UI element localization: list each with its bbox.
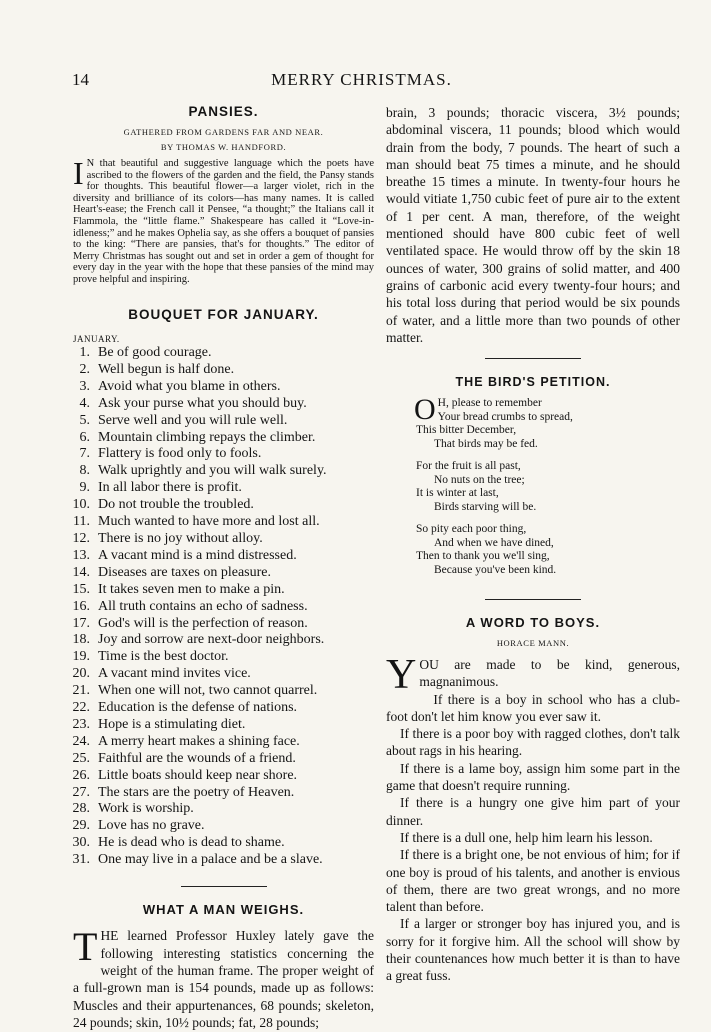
- list-item: [66, 480, 374, 497]
- bouquet-title: BOUQUET FOR JANUARY.: [128, 307, 319, 322]
- weighs-title: WHAT A MAN WEIGHS.: [142, 902, 305, 918]
- list-item-number: 6.: [79, 429, 90, 445]
- paragraph: If there is a poor boy with ragged clothes, don't talk about rags in his hearing.: [386, 726, 680, 759]
- list-item-number: 18.: [72, 632, 90, 648]
- poem-line-text: No nuts on the tree;: [434, 473, 525, 486]
- paragraph: If there is a dull one, help him learn his lesson.: [400, 829, 653, 845]
- poem-line-text: This bitter December,: [416, 424, 517, 436]
- poem-stanza: [416, 523, 680, 577]
- list-item: [66, 768, 374, 785]
- petition-dropcap: O: [414, 393, 436, 426]
- boys-byline: HORACE MANN.: [496, 638, 570, 648]
- poem-line: [416, 411, 680, 425]
- petition-poem: [414, 393, 680, 577]
- list-item-text: Be of good courage.: [98, 345, 212, 360]
- poem-line: [416, 487, 680, 501]
- list-item-number: 16.: [72, 598, 90, 614]
- boys-first-paragraph: [386, 652, 680, 698]
- list-item-text: Little boats should keep near shore.: [98, 767, 298, 783]
- list-item: [66, 666, 374, 683]
- pansies-text: N that beautiful and suggestive language which the poets have ascribed to the flowers of the garden and the field, the Pansy stands for thoughts. This beautiful flower—a larger violet, rich in the diversity and brilliance of its colors—has many names. It is called Heart's-ease; the French call it Pensee, “a thought;” the Italians call it Flammola, the “little flame.” Shakespeare has called it “Love-in-idleness;” and he makes Ophelia say, as she offers a bouquet of pansies to the king: “There are pansies, that's for thoughts.” The editor of Merry Christmas has sought out and set in order a gem of thought for every day in the year with the hope that these pansies of the mind may prove helpful and inspiring.: [73, 158, 374, 285]
- list-item: [66, 649, 374, 666]
- list-item-text: Education is the defense of nations.: [98, 700, 298, 716]
- poem-line-text: And when we have dined,: [434, 536, 554, 549]
- list-item-number: 10.: [72, 497, 90, 513]
- list-item: [66, 599, 374, 616]
- bouquet-article: [73, 307, 374, 869]
- boys-first-text: OU are made to be kind, generous, magnanimous.: [419, 657, 680, 690]
- list-item-number: 31.: [72, 852, 90, 868]
- list-item: [66, 785, 374, 802]
- list-item-number: 20.: [72, 666, 90, 682]
- list-item: [66, 430, 374, 447]
- pansies-byline: BY THOMAS W. HANDFORD.: [160, 142, 287, 152]
- petition-title: THE BIRD'S PETITION.: [455, 375, 611, 389]
- list-item: [66, 632, 374, 649]
- list-item-number: 15.: [72, 581, 90, 597]
- list-item: [66, 362, 374, 379]
- pansies-body: [73, 155, 374, 298]
- list-item-number: 22.: [72, 700, 90, 716]
- section-divider: [181, 886, 267, 887]
- list-item-number: 19.: [72, 649, 90, 665]
- list-item: [66, 463, 374, 480]
- list-item-text: Avoid what you blame in others.: [98, 378, 281, 394]
- list-item-text: There is no joy without alloy.: [98, 530, 263, 546]
- list-item-number: 23.: [72, 716, 90, 732]
- list-item-number: 30.: [72, 835, 90, 851]
- poem-line-text: Because you've been kind.: [434, 563, 557, 576]
- list-item-number: 7.: [79, 446, 90, 462]
- list-item-number: 28.: [72, 801, 90, 817]
- list-item-text: Diseases are taxes on pleasure.: [98, 564, 271, 580]
- list-item-number: 11.: [73, 514, 90, 530]
- list-item-text: Well begun is half done.: [98, 361, 235, 377]
- list-item: [66, 396, 374, 413]
- list-item-text: Walk uprightly and you will walk surely.: [98, 463, 327, 479]
- boys-article: [386, 615, 680, 984]
- list-item-text: Much wanted to have more and lost all.: [98, 514, 320, 530]
- poem-stanza: [416, 460, 680, 514]
- poem-line-text: Your bread crumbs to spread,: [437, 410, 573, 423]
- list-item-number: 2.: [79, 361, 90, 377]
- list-item: [66, 497, 374, 514]
- boys-body: [386, 652, 680, 984]
- poem-line: [416, 550, 680, 564]
- list-item-number: 29.: [72, 818, 90, 834]
- pansies-title: PANSIES.: [188, 104, 259, 119]
- list-item: [66, 717, 374, 734]
- list-item-text: Flattery is food only to fools.: [98, 446, 262, 462]
- poem-line-text: Then to thank you we'll sing,: [416, 550, 550, 562]
- list-item-text: God's will is the perfection of reason.: [98, 615, 308, 631]
- list-item-number: 12.: [72, 530, 90, 546]
- section-divider: [485, 358, 581, 359]
- list-item-number: 13.: [72, 547, 90, 563]
- list-item-number: 5.: [79, 412, 90, 428]
- list-item: [66, 835, 374, 852]
- list-item-number: 27.: [72, 784, 90, 800]
- list-item: [66, 531, 374, 548]
- list-item-text: Ask your purse what you should buy.: [98, 395, 307, 411]
- list-item: [66, 818, 374, 835]
- list-item-number: 14.: [72, 564, 90, 580]
- list-item-number: 9.: [79, 480, 90, 496]
- list-item: [66, 379, 374, 396]
- section-divider: [485, 599, 581, 600]
- list-item: [66, 852, 374, 869]
- petition-article: [386, 375, 680, 577]
- list-item-text: He is dead who is dead to shame.: [98, 835, 285, 851]
- list-item: [66, 446, 374, 463]
- paragraph: If there is a lame boy, assign him some part in the game that doesn't require running.: [386, 760, 680, 794]
- list-item: [66, 565, 374, 582]
- weighs-body-right: brain, 3 pounds; thoracic viscera, 3½ pounds; abdominal viscera, 11 pounds; blood which would drain from the body, 7 pounds. The heart of such a man should beat 75 times a minute, and he should breathe 15 times a minute. In twenty-four hours he would vitiate 1,750 cubic feet of pure air to the extent of 1 per cent. A man, therefore, of the weight mentioned should have 800 cubic feet of well ventilated space. He would throw off by the skin 18 ounces of water, 300 grains of solid matter, and 400 grains of carbonic acid every twenty-four hours; and his total loss during that period would be six pounds of water, and a little more than two pounds of other matter.: [386, 105, 680, 345]
- list-item: [66, 514, 374, 531]
- right-column: [386, 104, 680, 984]
- list-item-text: One may live in a palace and be a slave.: [98, 852, 323, 868]
- list-item-text: Faithful are the wounds of a friend.: [98, 750, 296, 766]
- list-item-text: Do not trouble the troubled.: [98, 497, 254, 513]
- list-item-number: 8.: [79, 463, 90, 479]
- list-item-number: 24.: [72, 733, 90, 749]
- list-item: [66, 751, 374, 768]
- list-item-number: 25.: [72, 750, 90, 766]
- pansies-subtitle: GATHERED FROM GARDENS FAR AND NEAR.: [123, 127, 324, 137]
- poem-line: [416, 537, 680, 551]
- list-item-text: Hope is a stimulating diet.: [98, 716, 246, 732]
- list-item: [66, 734, 374, 751]
- weighs-dropcap: T: [73, 924, 98, 970]
- boys-title: A WORD TO BOYS.: [465, 615, 601, 630]
- poem-line: [416, 474, 680, 488]
- list-item-text: Love has no grave.: [98, 818, 205, 834]
- bouquet-month-label: JANUARY.: [73, 334, 120, 344]
- list-item-number: 1.: [79, 345, 90, 360]
- poem-line-text: H, please to remember: [437, 397, 542, 409]
- running-title: MERRY CHRISTMAS.: [271, 70, 452, 89]
- list-item-number: 3.: [79, 378, 90, 394]
- pansies-article: [73, 104, 374, 298]
- list-item: [66, 345, 374, 362]
- pansies-dropcap: I: [73, 155, 84, 191]
- list-item-text: Serve well and you will rule well.: [98, 412, 288, 428]
- paragraph: If there is a hungry one give him part of your dinner.: [386, 795, 680, 828]
- list-item: [66, 616, 374, 633]
- weighs-article: [73, 902, 374, 1032]
- list-item: [66, 582, 374, 599]
- list-item: [66, 700, 374, 717]
- poem-line-text: That birds may be fed.: [434, 437, 538, 450]
- list-item-number: 17.: [72, 615, 90, 631]
- list-item-text: A vacant mind invites vice.: [98, 666, 251, 682]
- paragraph: If a larger or stronger boy has injured you, and is sorry for it forgive him. All the school will show by their countenances how much better it is than to have a great fuss.: [386, 916, 680, 984]
- poem-line: [416, 460, 680, 474]
- bouquet-list: [66, 345, 374, 869]
- list-item-text: When one will not, two cannot quarrel.: [98, 683, 318, 699]
- list-item-text: It takes seven men to make a pin.: [98, 581, 285, 597]
- list-item-text: A vacant mind is a mind distressed.: [98, 547, 297, 563]
- poem-line-text: For the fruit is all past,: [416, 460, 521, 472]
- boys-dropcap: Y: [386, 652, 417, 698]
- poem-line: [416, 438, 680, 452]
- list-item-text: In all labor there is profit.: [98, 480, 242, 496]
- paragraph: If there is a bright one, be not envious of him; for if one boy is proud of his talents, and another is envious of them, there are two great wrongs, and no more talent than before.: [386, 847, 680, 915]
- list-item-text: All truth contains an echo of sadness.: [98, 598, 308, 614]
- page-header: [72, 70, 651, 92]
- list-item-text: Time is the best doctor.: [98, 649, 229, 665]
- poem-line-text: So pity each poor thing,: [416, 523, 527, 535]
- list-item: [66, 548, 374, 565]
- page-number: 14: [72, 70, 89, 89]
- list-item-text: Work is worship.: [98, 801, 194, 817]
- list-item-text: The stars are the poetry of Heaven.: [98, 784, 295, 800]
- left-column: [73, 104, 374, 1032]
- poem-line: [416, 564, 680, 578]
- list-item-text: Joy and sorrow are next-door neighbors.: [98, 632, 325, 648]
- paragraph: If there is a boy in school who has a club-foot don't let him know you ever saw it.: [386, 691, 680, 724]
- list-item-number: 21.: [72, 683, 90, 699]
- list-item-number: 4.: [79, 395, 90, 411]
- list-item-number: 26.: [72, 767, 90, 783]
- list-item-text: Mountain climbing repays the climber.: [98, 429, 316, 445]
- list-item-text: A merry heart makes a shining face.: [98, 733, 300, 749]
- poem-line: [416, 523, 680, 537]
- weighs-body-left: [73, 924, 374, 1032]
- poem-stanza: [414, 393, 680, 451]
- weighs-text-left: HE learned Professor Huxley lately gave the following interesting statistics concerning the weight of the human frame. The proper weight of a full-grown man is 154 pounds, made up as follows: Muscles and their appurtenances, 68 pounds; skeleton, 24 pounds; skin, 10½ pounds; fat, 28 pounds;: [73, 928, 374, 1031]
- poem-line-text: Birds starving will be.: [434, 500, 537, 513]
- poem-line: [416, 424, 680, 438]
- list-item: [66, 801, 374, 818]
- list-item: [66, 413, 374, 430]
- poem-line-text: It is winter at last,: [416, 487, 499, 499]
- list-item: [66, 683, 374, 700]
- poem-line: [416, 501, 680, 515]
